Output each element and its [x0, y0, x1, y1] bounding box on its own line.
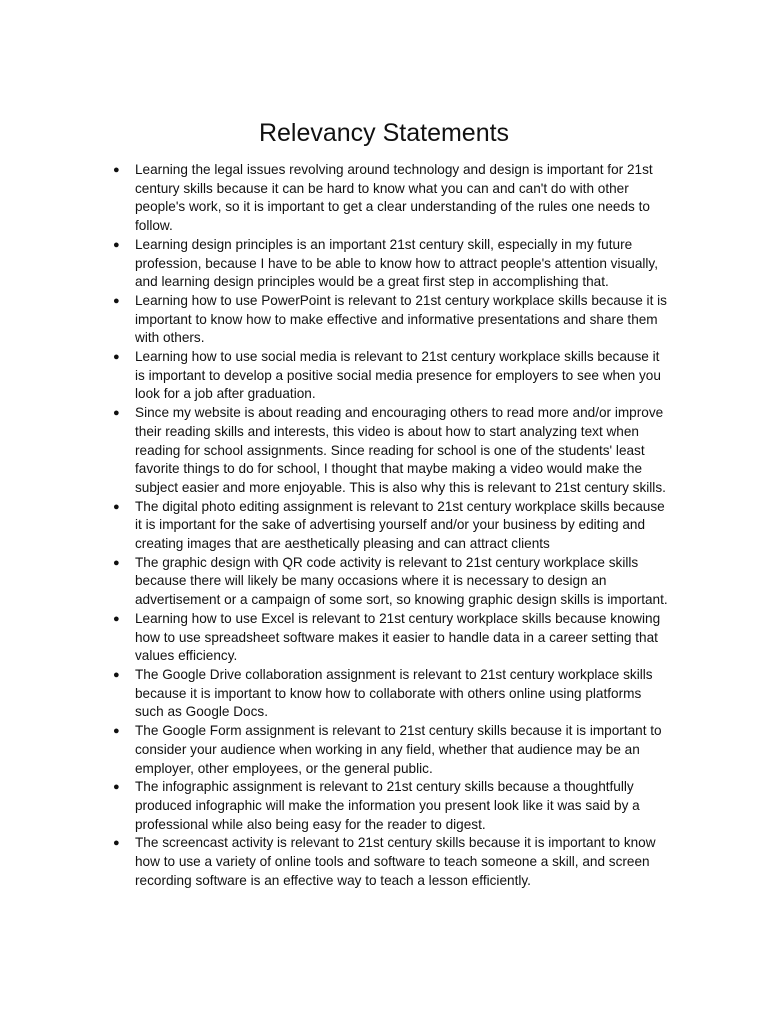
- bullet-icon: ●: [113, 238, 120, 251]
- statement-line: subject easier and more enjoyable. This is also why this is relevant to 21st century skills.: [135, 479, 666, 495]
- statement-text: [135, 498, 675, 554]
- statement-text: [135, 404, 675, 498]
- statement-line: important to know how to make effective and informative presentations and share them: [135, 311, 658, 327]
- statement-line: because it is important to know how to collaborate with others online using platforms: [135, 685, 642, 701]
- statement-text: [135, 236, 675, 292]
- list-item: [0, 161, 768, 236]
- statement-line: reading for school assignments. Since reading for school is one of the students' least: [135, 442, 645, 458]
- bullet-icon: ●: [113, 407, 120, 420]
- statement-line: The Google Drive collaboration assignment is relevant to 21st century workplace skills: [135, 666, 653, 682]
- bullet-icon: ●: [113, 164, 120, 176]
- statement-line: recording software is an effective way to teach a lesson efficiently.: [135, 872, 531, 888]
- statement-list: [0, 161, 768, 890]
- statement-text: [135, 161, 675, 236]
- statement-line: The Google Form assignment is relevant to 21st century skills because it is important to: [135, 723, 662, 739]
- statement-line: such as Google Docs.: [135, 704, 268, 720]
- statement-line: Learning how to use social media is relevant to 21st century workplace skills because it: [135, 349, 660, 365]
- statement-text: [135, 722, 675, 778]
- statement-line: look for a job after graduation.: [135, 386, 316, 402]
- statement-line: employer, other employees, or the general public.: [135, 760, 433, 776]
- statement-text: [135, 292, 675, 348]
- statement-line: and learning design principles would be a great first step in accomplishing that.: [135, 274, 609, 290]
- bullet-icon: ●: [113, 781, 120, 794]
- bullet-icon: ●: [113, 612, 120, 625]
- list-item: [0, 666, 768, 722]
- statement-line: creating images that are aesthetically pleasing and can attract clients: [135, 536, 550, 552]
- bullet-icon: ●: [113, 294, 120, 307]
- page-title: Relevancy Statements: [258, 119, 510, 147]
- statement-text: [135, 554, 675, 610]
- bullet-icon: ●: [113, 837, 120, 850]
- list-item: [0, 404, 768, 498]
- statement-line: The digital photo editing assignment is relevant to 21st century workplace skills because: [135, 498, 665, 514]
- list-item: [0, 722, 768, 778]
- statement-line: The infographic assignment is relevant to 21st century skills because a thoughtfully: [135, 779, 634, 795]
- statement-line: because there will likely be many occasions where it is necessary to design an: [135, 573, 607, 589]
- statement-line: it is important for the sake of advertising yourself and/or your business by editing and: [135, 517, 646, 533]
- statement-line: values efficiency.: [135, 648, 238, 664]
- statement-line: Learning how to use PowerPoint is relevant to 21st century workplace skills because it is: [135, 292, 667, 308]
- statement-line: Learning design principles is an important 21st century skill, especially in my future: [135, 236, 633, 252]
- list-item: [0, 236, 768, 292]
- statement-line: advertisement or a campaign of some sort, so knowing graphic design skills is important.: [135, 592, 668, 608]
- statement-line: their reading skills and interests, this video is about how to start analyzing text when: [135, 423, 639, 439]
- list-item: [0, 292, 768, 348]
- bullet-icon: ●: [113, 668, 120, 681]
- statement-line: how to use spreadsheet software makes it easier to handle data in a career setting that: [135, 629, 658, 645]
- statement-line: The graphic design with QR code activity is relevant to 21st century workplace skills: [135, 554, 639, 570]
- statement-line: how to use a variety of online tools and software to teach someone a skill, and screen: [135, 854, 650, 870]
- bullet-icon: ●: [113, 351, 120, 364]
- statement-line: Since my website is about reading and encouraging others to read more and/or improve: [135, 405, 664, 421]
- list-item: [0, 348, 768, 404]
- statement-text: [135, 610, 675, 666]
- statement-line: with others.: [135, 330, 205, 346]
- statement-line: people's work, so it is important to get a clear understanding of the rules one needs to: [135, 199, 650, 215]
- statement-text: [135, 834, 675, 890]
- statement-line: consider your audience when working in any field, whether that audience may be an: [135, 741, 640, 757]
- list-item: [0, 610, 768, 666]
- list-item: [0, 554, 768, 610]
- statement-line: Learning how to use Excel is relevant to 21st century workplace skills because knowing: [135, 610, 661, 626]
- bullet-icon: ●: [113, 556, 120, 569]
- statement-line: century skills because it can be hard to know what you can and can't do with other: [135, 180, 629, 196]
- statement-line: The screencast activity is relevant to 21st century skills because it is important to know: [135, 835, 656, 851]
- bullet-icon: ●: [113, 500, 120, 513]
- statement-line: follow.: [135, 218, 173, 234]
- list-item: [0, 778, 768, 834]
- list-item: [0, 834, 768, 890]
- statement-line: profession, because I have to be able to know how to attract people's attention visually,: [135, 255, 659, 271]
- statement-text: [135, 348, 675, 404]
- list-item: [0, 498, 768, 554]
- statement-line: favorite things to do for school, I thought that maybe making a video would make the: [135, 461, 643, 477]
- statement-line: is important to develop a positive social media presence for employers to see when you: [135, 367, 661, 383]
- statement-text: [135, 666, 675, 722]
- bullet-icon: ●: [113, 725, 120, 738]
- statement-line: professional while also being easy for the reader to digest.: [135, 816, 486, 832]
- statement-line: produced infographic will make the information you present look like it was said by a: [135, 797, 640, 813]
- statement-text: [135, 778, 675, 834]
- statement-line: Learning the legal issues revolving around technology and design is important for 21st: [135, 162, 653, 177]
